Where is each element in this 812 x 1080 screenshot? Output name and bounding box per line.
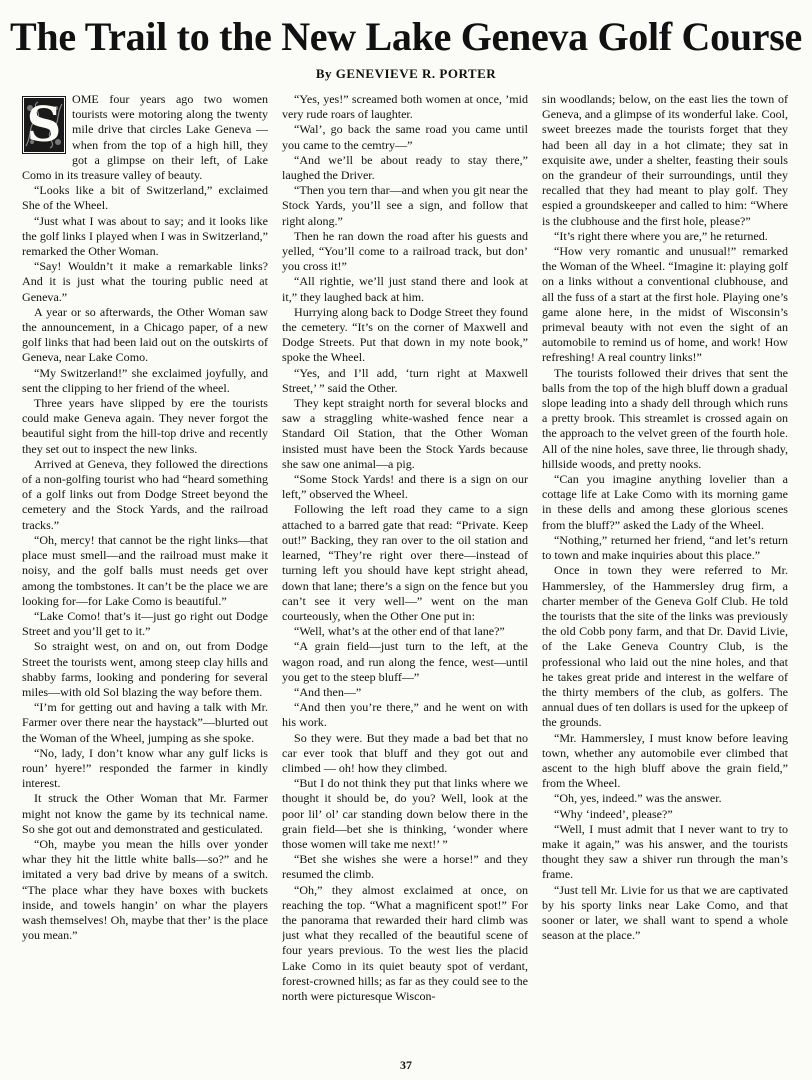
paragraph: “It’s right there where you are,” he returned. [554,228,768,243]
text-column-2 [282,92,528,1050]
paragraph: “Oh, mercy! that cannot be the right links—that place must smell—and the railroad must make it noisy, and the golf balls must needs get over among the tombstones. It can’t be the place we are looking for—for Lake Como is beautiful.” [22,532,268,608]
article-body [22,92,788,1050]
text-column-1 [22,92,268,1050]
paragraph: “Yes, and I’ll add, ‘turn right at Maxwell Street,’ ” said the Other. [282,365,528,395]
paragraph: “And then you’re there,” and he went on with his work. [282,700,528,730]
paragraph: “Nothing,” returned her friend, “and let’s return to town and make inquiries about this place.” [542,532,788,563]
paragraph: “Bet she wishes she were a horse!” and they resumed the climb. [282,852,528,882]
paragraph: “My Switzerland!” she exclaimed joyfully, and sent the clipping to her friend of the wheel. [22,365,268,395]
paragraph: “Well, what’s at the other end of that lane?” [294,624,505,639]
paragraph: “All rightie, we’ll just stand there and look at it,” they laughed back at him. [282,274,528,304]
paragraph: They kept straight north for several blocks and saw a straggling white-washed fence near a Standard Oil Station, that the Other Woman insisted must have been the Stock Yards because she saw one animal—a pig. [282,396,528,471]
paragraph: “Can you imagine anything lovelier than a cottage life at Lake Como with its morning game in these dells and among these glorious scenes from the bluff?” asked the Lady of the Wheel. [542,472,788,532]
paragraph: Once in town they were referred to Mr. Hammersley, of the Hammersley drug firm, a charter member of the Geneva Golf Club. He told the tourists that the site of the links was previously the old Cobb pony farm, and that Dr. David Livie, of the Lake Geneva Country Club, is the professional who laid out the nine holes, and that he takes great pride and interest in the welfare of the thirty members of the club, as golfers. The annual dues of ten dollars is used for the upkeep of the grounds. [542,563,788,730]
paragraph: “Lake Como! that’s it—just go right out Dodge Street and you’ll get to it.” [22,608,268,639]
paragraph [22,92,268,183]
paragraph: “Some Stock Yards! and there is a sign on our left,” observed the Wheel. [282,472,528,502]
paragraph: “Just what I was about to say; and it looks like the golf links I played when I was in Switzerland,” remarked the Other Woman. [22,213,268,259]
paragraph: Arrived at Geneva, they followed the directions of a non-golfing tourist who had “heard something of a golf links out from Dodge Street beyond the cemetery and the Stock Yards, and the railroad tracks.” [22,456,268,532]
paragraph: “How very romantic and unusual!” remarked the Woman of the Wheel. “Imagine it: playing golf on a links without a conventional clubhouse, and all the fuss of a start at the first hole. Playing one’s game alone here, in the midst of Wisconsin’s primeval beauty with not even the sight of an automobile to remind us of home, and work! How refreshing! A real country links!” [542,244,788,365]
paragraph: “No, lady, I don’t know whar any gulf licks is roun’ hyere!” responded the farmer in kindly interest. [22,745,268,791]
paragraph: “Oh,” they almost exclaimed at once, on reaching the top. “What a magnificent spot!” For the panorama that rewarded their hard climb was just what they recalled of the beautiful scene of four years previous. To the west lies the placid Lake Como in its quiet beauty spot of verdant, forest-crowned hills; as far as they could see to the north were picturesque Wiscon- [282,882,528,1003]
paragraph: “And then—” [294,684,362,699]
paragraph: “A grain field—just turn to the left, at the wagon road, and run along the fence, west—until you get to the steep bluff—” [282,639,528,684]
paragraph: “Looks like a bit of Switzerland,” exclaimed She of the Wheel. [22,183,268,213]
page-number: 37 [400,1058,412,1072]
paragraph: “Just tell Mr. Livie for us that we are captivated by his sporty links near Lake Como, and that sooner or later, we shall want to spend a whole season at the place.” [542,882,788,943]
first-paragraph-text: OME four years ago two women tourists were motoring along the twenty mile drive that circles Lake Geneva — when from the top of a high hill, they got a glimpse on their left, of Lake Como in its treasure valley of beauty. [22,92,268,183]
text-column-3 [542,92,788,1050]
paragraph: sin woodlands; below, on the east lies the town of Geneva, and a glimpse of its wonderful lake. Cool, sweet breezes made the tourists forget that they had been all day in a hot climate; they sat in exquisite awe, under a shelter, feasting their souls on the grandeur of their surroundings, until they recalled that they had meant to play golf. They espied a groundskeeper and called to him: “Where is the clubhouse and the first hole, please?” [542,92,788,228]
paragraph: “Yes, yes!” screamed both women at once, ’mid very rude roars of laughter. [282,92,528,122]
paragraph: So straight west, on and on, out from Dodge Street the tourists went, among steep clay hills and shabby farms, looking and pondering for several miles—with old Sol blazing the way before them. [22,639,268,699]
paragraph: “Wal’, go back the same road you came until you came to the cemtry—” [282,122,528,152]
paragraph: “Oh, yes, indeed.” was the answer. [554,791,722,806]
paragraph: “Well, I must admit that I never want to try to make it again,” was his answer, and the tourists thought they saw a shiver run through the man’s frame. [542,821,788,882]
paragraph: Hurrying along back to Dodge Street they found the cemetery. “It’s on the corner of Maxwell and Dodge Streets. Put that down in my note book,” spoke the Wheel. [282,304,528,365]
ornamental-drop-cap [22,96,66,154]
paragraph: “Why ‘indeed’, please?” [554,806,673,821]
paragraph: Then he ran down the road after his guests and yelled, “You’ll come to a railroad track, but don’ you cross it!” [282,228,528,274]
paragraph: The tourists followed their drives that sent the balls from the top of the high bluff down a gradual slope leading into a shady dell through which runs a pretty brook. This streamlet is crossed again on the approach to the velvet green of the fourth hole. All of the nine holes, save three, lie through shady, hillside woods, and pretty nooks. [542,365,788,471]
paragraph: “But I do not think they put that links where we thought it should be, do you? Well, look at the poor lil’ ol’ car standing down below there in the grain field—bet she is thinking, ‘wonder where those women will take me next!’ ” [282,776,528,851]
paragraph: Following the left road they came to a sign attached to a barred gate that read: “Private. Keep out!” Backing, they ran over to the oil station and learned, “They’re right over there—instead of turning left you should have kept stright ahead, down that lane; there’s a sign on the fence but you can’t see it very well—” went on the man courteously, when the Other One put in: [282,502,528,623]
paragraph: “Mr. Hammersley, I must know before leaving town, whether any automobile ever climbed that ascent to the high bluff above the grain field,” from the Wheel. [542,730,788,791]
drop-cap-letter: S [26,97,62,153]
paragraph: “Oh, maybe you mean the hills over yonder whar they hit the little white balls—so?” and he imitated a very bad drive by means of a switch. “The place whar they have boxes with buckets inside, and towels hangin’ on whar the players wash themselves! Oh, maybe that ther’ is the place you mean.” [22,836,268,943]
paragraph: “And we’ll be about ready to stay there,” laughed the Driver. [282,152,528,183]
article-title: The Trail to the New Lake Geneva Golf Course [10,14,802,59]
paragraph: So they were. But they made a bad bet that no car ever took that bluff and they got out and climbed — oh! how they climbed. [282,730,528,775]
paragraph: “Say! Wouldn’t it make a remarkable links? And it is just what the touring public need at Geneva.” [22,259,268,304]
paragraph: A year or so afterwards, the Other Woman saw the announcement, in a Chicago paper, of a new golf links that had been laid out on the outskirts of Geneva, near Lake Como. [22,304,268,365]
paragraph: “Then you tern thar—and when you git near the Stock Yards, you’ll see a sign, and follow that right along.” [282,183,528,228]
paragraph: It struck the Other Woman that Mr. Farmer might not know the game by its technical name. So she got out and demonstrated and gesticulated. [22,791,268,836]
paragraph: “I’m for getting out and having a talk with Mr. Farmer over there near the haystack”—blurted out the Woman of the Wheel, jumping as she spoke. [22,700,268,745]
paragraph: Three years have slipped by ere the tourists could make Geneva again. They never forgot the beautiful sight from the hill-top drive and recently they set out to inspect the new links. [22,396,268,456]
article-byline: By GENEVIEVE R. PORTER [315,66,497,81]
